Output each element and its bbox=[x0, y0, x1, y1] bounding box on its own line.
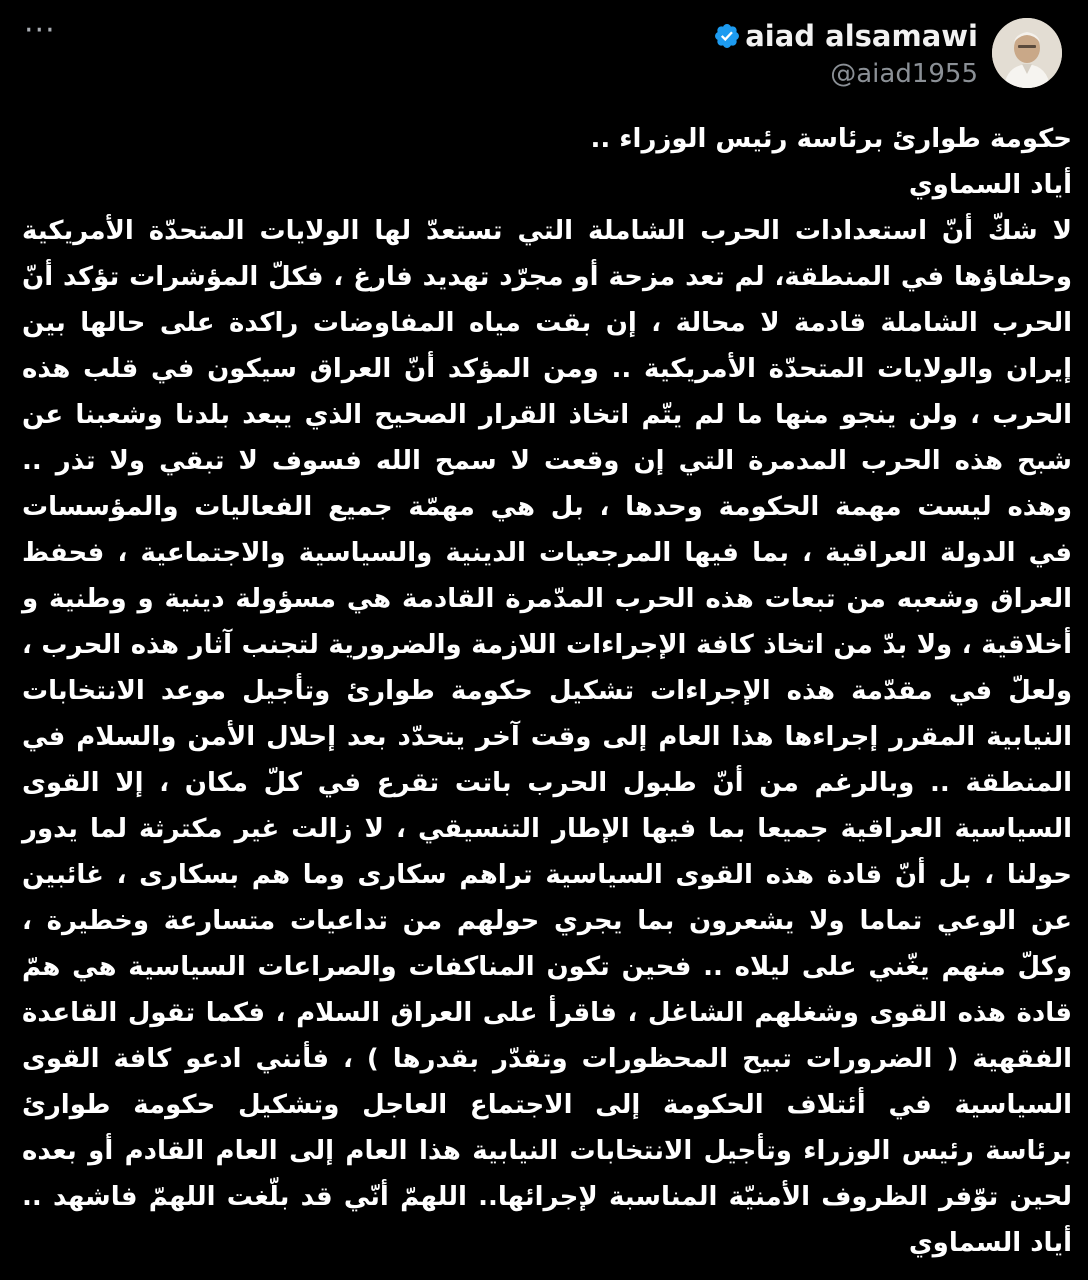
avatar[interactable] bbox=[992, 18, 1062, 88]
author-names bbox=[713, 18, 978, 90]
post-text bbox=[22, 116, 1072, 1266]
post-line: حولنا ، بل أنّ قادة هذه القوى السياسية تراهم سكارى وما هم بسكارى ، غائبين bbox=[22, 860, 1072, 890]
post-line: أخلاقية ، ولا بدّ من اتخاذ كافة الإجراءات اللازمة والضرورية لتجنب آثار هذه الحرب ، bbox=[22, 630, 1072, 660]
post-line: الحرب ، ولن ينجو منها ما لم يتّم اتخاذ القرار الصحيح الذي يبعد بلدنا وشعبنا عن bbox=[22, 400, 1072, 430]
post-header bbox=[713, 18, 1062, 90]
post-line: أياد السماوي bbox=[908, 170, 1072, 200]
post-line: لحين توّفر الظروف الأمنيّة المناسبة لإجرائها.. اللهمّ أنّي قد بلّغت اللهمّ فاشهد .. bbox=[22, 1182, 1072, 1212]
post-line: السياسية في أئتلاف الحكومة إلى الاجتماع العاجل وتشكيل حكومة طوارئ bbox=[22, 1090, 1072, 1120]
post-line: النيابية المقرر إجراءها هذا العام إلى وقت آخر يتحدّد بعد إحلال الأمن والسلام في bbox=[22, 722, 1072, 752]
post-line: الفقهية ( الضرورات تبيح المحظورات وتقدّر بقدرها ) ، فأنني ادعو كافة القوى bbox=[22, 1044, 1072, 1074]
more-options-icon[interactable]: ··· bbox=[24, 13, 56, 48]
post-line: قادة هذه القوى وشغلهم الشاغل ، فاقرأ على العراق السلام ، فكما تقول القاعدة bbox=[22, 998, 1072, 1028]
author-name-row[interactable] bbox=[713, 18, 978, 54]
post-line: عن الوعي تماما ولا يشعرون بما يجري حولهم من تداعيات متسارعة وخطيرة ، bbox=[22, 906, 1072, 936]
author-handle[interactable]: @aiad1955 bbox=[830, 59, 978, 89]
post-line: في الدولة العراقية ، بما فيها المرجعيات الدينية والسياسية والاجتماعية ، فحفظ bbox=[22, 538, 1072, 568]
post-line: وحلفاؤها في المنطقة، لم تعد مزحة أو مجرّد تهديد فارغ ، فكلّ المؤشرات تؤكد أنّ bbox=[22, 262, 1072, 292]
post-line: ولعلّ في مقدّمة هذه الإجراءات تشكيل حكومة طوارئ وتأجيل موعد الانتخابات bbox=[22, 676, 1072, 706]
post-line: وهذه ليست مهمة الحكومة وحدها ، بل هي مهمّة جميع الفعاليات والمؤسسات bbox=[22, 492, 1072, 522]
post-line: برئاسة رئيس الوزراء وتأجيل الانتخابات النيابية هذا العام إلى العام القادم أو بعده bbox=[22, 1136, 1072, 1166]
post-line: الحرب الشاملة قادمة لا محالة ، إن بقت مياه المفاوضات راكدة على حالها بين bbox=[22, 308, 1072, 338]
post-line: أياد السماوي bbox=[908, 1228, 1072, 1258]
post-line: المنطقة .. وبالرغم من أنّ طبول الحرب باتت تقرع في كلّ مكان ، إلا القوى bbox=[22, 768, 1072, 798]
author-display-name[interactable]: aiad alsamawi bbox=[745, 19, 978, 53]
post-line: لا شكّ أنّ استعدادات الحرب الشاملة التي تستعدّ لها الولايات المتحدّة الأمريكية bbox=[22, 216, 1072, 246]
verified-badge-icon bbox=[713, 22, 741, 50]
post-line: السياسية العراقية جميعا بما فيها الإطار التنسيقي ، لا زالت غير مكترثة لما يدور bbox=[22, 814, 1072, 844]
post-line: وكلّ منهم يغّني على ليلاه .. فحين تكون المناكفات والصراعات السياسية هي همّ bbox=[22, 952, 1072, 982]
post-line: العراق وشعبه من تبعات هذه الحرب المدّمرة القادمة هي مسؤولة دينية و وطنية و bbox=[22, 584, 1072, 614]
post-line: حكومة طوارئ برئاسة رئيس الوزراء .. bbox=[590, 124, 1072, 154]
post-line: شبح هذه الحرب المدمرة التي إن وقعت لا سمح الله فسوف لا تبقي ولا تذر .. bbox=[22, 446, 1072, 476]
post-line: إيران والولايات المتحدّة الأمريكية .. ومن المؤكد أنّ العراق سيكون في قلب هذه bbox=[22, 354, 1072, 384]
